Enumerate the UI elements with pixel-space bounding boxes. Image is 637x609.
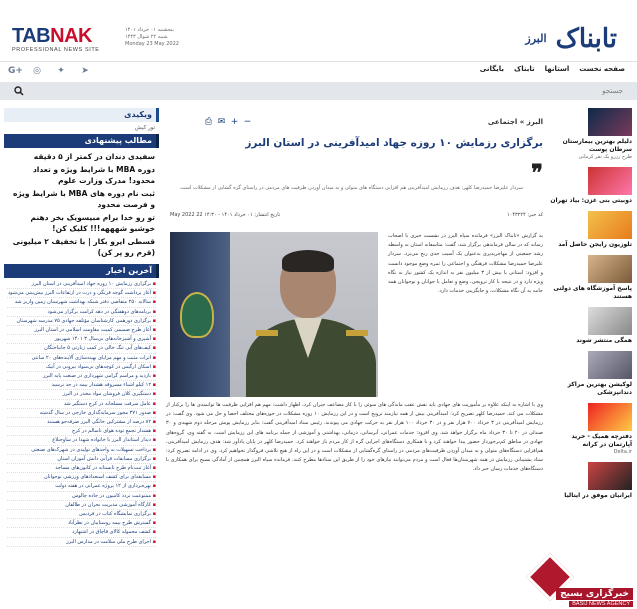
news-item[interactable]: ▪ پرداخت تسهیلات به واحدهای تولیدی در شهرک‌های صنعتی	[7, 446, 156, 455]
article-paragraph: به گزارش «تابناک البرز» فرمانده سپاه البرز در نشست خبری با اصحاب رسانه که در سالن فرماندهی برگزار شد، گفت: متاسفانه استان به واسطه رشد جمعیتی از مهاجرپذیری به‌عنوان یک آسیب جدی رنج می‌برد. سردار علیرضا حمیدرضا مشکلات فرهنگی و اجتماعی را ثمره وضع موجود دانست و افزود: استانی با بیش از ۳ میلیون نفر به اندازه یک کشور نیاز به نگاه ویژه دارد و در نتیجه با کار ترویجی، وضع و تعامل با جوانان و نوجوانان همه جانبه به آن نگاه مشکلات، و جایگزینی خدمات دارد.	[388, 233, 543, 295]
news-item[interactable]: ▪ مسابقه‌ای برای کشف استعدادهای ورزشی نوجوانان	[7, 473, 156, 482]
right-sidebar	[550, 108, 632, 609]
article-lead: سردار علیرضا حمیدرضا کلهر: هدف رزمایش امیدآفرینی هم افزایی دستگاه های متولی و به میدان آوردن ظرفیت های مردمی در راستای گره گشایی از مشکلات است.	[179, 185, 523, 191]
promo-item[interactable]	[550, 108, 632, 161]
news-item[interactable]: ▪ ۸۲ درصد از مشترکین خانگی البرز صرفه‌جو هستند	[7, 418, 156, 427]
promo-sub: Delta.ir	[613, 449, 632, 455]
news-item[interactable]: ▪ بازدید و مراسم گرامی شهرداری در صنعت پایه البرز	[7, 372, 156, 381]
header	[0, 0, 637, 62]
tabnak-logo[interactable]	[12, 26, 122, 52]
news-item[interactable]: ▪ ممنوعیت تردد کامیون در جاده چالوس	[7, 492, 156, 501]
search-input[interactable]	[24, 85, 625, 97]
promo-image	[588, 108, 632, 136]
ad-link[interactable]: قسطی ایرو بکار | با تخفیف ۲ میلیونی (قرم رو پر کن)	[12, 237, 155, 257]
publish-date: تاریخ انتشار: ۰۱ خرداد ۱۴۰۱ - ۱۴:۳۰ 22 May 2022	[170, 212, 281, 218]
promo-item[interactable]	[550, 351, 632, 397]
promo-image	[588, 403, 632, 431]
article-paragraph: وی با اشاره به اینکه علاوه بر مأموریت های جهادی باید نقش عقب ماندگی های سوئی را با کار مضاعف جبران کرد، اظهار داشت: مهم هم افزایی ظرفیت ها توانمندی ها را برکنار از مشکلات می کند. حمیدرضا کلهر تصریح کرد: امیدآفرینی بیش از همه نیازمند ترویج است و در این رزمایش ۱۰ روزه مشکلات در حوزه‌های مختلف احصا و حل می شود. وی گفت: در رزمایش امیدآفرینی در ۳ خرداد ۷۰۰ هزار نفر و در ۳۰ خرداد ۱۰۰ هزار نفر به حرکت جهادی می پیوندند. رئیس ستاد امیدآفرینی گفت: بنابر رزمایش پویش مرحله دوم شهیدی و ۳۰ صندلی در ۲۰ تا ۳۰ خرداد ماه برگزار خواهد شد. وی افزود: خدمات عمرانی، آبرسانی، درمانی، بهداشتی و آموزشی از جمله برنامه های این رزمایش است. به گفته وی، گروه‌های جهادی در مناطق کم‌برخوردار حضور پیدا خواهند کرد و با همکاری دستگاه‌های اجرایی گره از کار مردم باز خواهند کرد. حمیدرضا کلهر در پایان یادآور شد: هدف رزمایش امیدآفرینی، هم‌افزایی دستگاه‌های متولی و به میدان آوردن ظرفیت‌های مردمی در راستای گره‌گشایی از مشکلات است و در این راه از هیچ تلاشی فروگذار نخواهیم کرد. وی در ادامه تصریح کرد: ستاد پشتیبانی رزمایش در همه شهرستان‌ها فعال است و مردم می‌توانند نیازهای خود را از طریق این ستادها مطرح کنند. فرمانده سپاه البرز همچنین از آمادگی بسیج برای همکاری با دستگاه‌های خدمات رسان خبر داد.	[166, 402, 544, 473]
news-item[interactable]: ▪ آغاز برداشت گوجه فرنگی و ذرت در ارتفاعات البرز بیش‌بینی می‌شود	[7, 289, 156, 298]
date-box	[125, 27, 195, 48]
latest-news-header: آخرین اخبار	[4, 264, 159, 278]
promo-item[interactable]	[550, 167, 632, 205]
promo-image	[588, 167, 632, 195]
alborz-logo-small: البرز	[525, 32, 547, 45]
nav-item-provinces[interactable]: استانها	[544, 65, 570, 73]
news-item[interactable]: ▪ ۱۲ کیلو اشیاء مسروقه هشدار بیمه در حد نرسید	[7, 381, 156, 390]
promo-item[interactable]	[550, 403, 632, 456]
news-code: کد خبر: ۱۰۴۳۲۲۴	[506, 212, 543, 218]
promo-item[interactable]	[550, 255, 632, 301]
news-item[interactable]: ▪ بهره‌برداری از ۱۲ پروژه عمرانی در هفته دولت	[7, 482, 156, 491]
article-meta	[166, 212, 543, 222]
promo-sub: طرح رزرو یک نفر کرمانی	[578, 154, 632, 160]
nav-item-home[interactable]: صفحه نخست	[579, 65, 625, 73]
news-item[interactable]: ▪ آغاز ثبت‌نام طرح تابستانه در کانون‌های مساجد	[7, 464, 156, 473]
emblem-icon	[180, 292, 214, 338]
promo-image	[588, 255, 632, 283]
news-item[interactable]: ▪ کارگاه آموزشی مدیریت بحران در طالقان	[7, 501, 156, 510]
alborz-logo-text: تابناک	[555, 24, 617, 54]
news-item[interactable]: ▪ اجرای طرح ملی سلامت در مدارس البرز	[7, 538, 156, 547]
email-icon[interactable]: ✉	[217, 117, 226, 127]
news-item[interactable]: ▪ برگزاری نمایشگاه کتاب در فردیس	[7, 510, 156, 519]
news-item[interactable]: ▪ هشدار تجمع توده هوای ناسالم در کرج	[7, 427, 156, 436]
logo-part-a: TAB	[12, 25, 51, 47]
promo-item[interactable]	[550, 211, 632, 249]
basij-watermark	[517, 560, 637, 609]
ad-link[interactable]: دوره MBA با شرایط ویژه و تعداد محدود! مدرک وزارت علوم	[32, 165, 155, 185]
navbar	[0, 62, 637, 80]
news-item[interactable]: ▪ برگزاری مسابقات قرآنی دانش آموزان استان	[7, 455, 156, 464]
promo-title: تلوزیون رایجن حاصل آمد	[558, 241, 632, 248]
article-body-intro	[388, 232, 543, 297]
article-tools	[204, 118, 252, 127]
ad-link[interactable]: ثبت نام دوره های MBA با شرایط ویژه و فرصت محدود	[12, 189, 155, 209]
article	[166, 108, 543, 609]
search-icon[interactable]	[14, 86, 24, 96]
article-photo	[170, 232, 378, 397]
article-body	[166, 401, 543, 476]
font-decrease-icon[interactable]: −	[243, 117, 252, 127]
date-hijri: شنبه ۲۲ شوال ۱۴۴۳	[125, 34, 168, 40]
promo-title: لوکیشن بهترین مراکز دندانپزشکی	[567, 381, 632, 396]
promo-title: پاسخ آموزشگاه های دولتی هستند	[553, 285, 632, 300]
instagram-icon[interactable]: ◎	[33, 66, 41, 76]
nav-item-tabnak[interactable]: تابناک	[514, 65, 535, 73]
news-item[interactable]: ▪ برگزاری دورهمی کارشناسان مؤتلفه جهادی ۷۵ مدرسه شهرستان	[7, 317, 156, 326]
promo-title: ایرانیان موفق در ایتالیا	[564, 492, 632, 499]
ad-link[interactable]: سفیدی دندان در کمتر از ۵ دقیقه	[33, 152, 155, 161]
date-persian: پنجشنبه ۰۱ خرداد ۱۴۰۱	[125, 27, 174, 33]
logo-subtitle: PROFESSIONAL NEWS SITE	[12, 47, 100, 53]
news-item[interactable]: ▪ صدور ۳۷۱ مجوز سرمایه‌گذاری خارجی در سال گذشته	[7, 409, 156, 418]
ad-link[interactable]: تو رو خدا برام مبیسویک بخر دهنم خوشبو شهههه!!! کلیک کن!	[30, 213, 155, 233]
quote-icon: ❞	[531, 160, 543, 186]
basij-name: خبرگزاری بسیج	[556, 588, 633, 600]
promo-title: دوبیتی بنی غزن: بیاد تهران	[550, 197, 632, 204]
news-item[interactable]: ▪ گسترش طرح بیمه روستاییان در نظرآباد	[7, 519, 156, 528]
twitter-icon[interactable]: ✦	[57, 66, 65, 76]
news-item[interactable]: ▪ سالانه ۲۵۰ متقاضی دفتر شبکه بهداشت شهرستان زمین واریز شد	[7, 298, 156, 307]
logo-part-b: NAK	[50, 25, 92, 47]
ads-header: مطالب پیشنهادی	[4, 134, 159, 148]
promo-image	[588, 351, 632, 379]
latest-news-list	[4, 278, 159, 549]
vikidi-item[interactable]: تور کیش	[134, 125, 155, 131]
print-icon[interactable]: ⎙	[204, 117, 213, 127]
telegram-icon[interactable]: ➤	[81, 66, 89, 76]
promo-title: دفترچه همیک - خرید آپارتمان در کرانه	[571, 433, 632, 448]
news-item[interactable]: ▪ عامل سرقت مسلحانه در کرج دستگیر شد	[7, 400, 156, 409]
lead-box	[173, 158, 543, 210]
nav-item-archive[interactable]: بایگانی	[479, 65, 505, 73]
alborz-logo[interactable]	[525, 22, 617, 56]
promo-item[interactable]	[550, 462, 632, 500]
social-links	[8, 66, 90, 76]
news-item[interactable]: ▪ کشف محموله کالای قاچاق در اشتهارد	[7, 528, 156, 537]
news-item[interactable]: ▪ دیدار استاندار البرز با خانواده شهدا در ساوجبلاغ	[7, 436, 156, 445]
promo-image	[588, 211, 632, 239]
date-gregorian: Monday 23 May 2022	[125, 41, 179, 47]
promo-title: دلیلم بهترین بیمارستان سرطان پوست	[562, 138, 632, 153]
promo-image	[588, 462, 632, 490]
news-item[interactable]: ▪ اثرات مثبت و مهم مزایای بهینه‌سازی آلاینده‌های ۲۰ سانتی	[7, 354, 156, 363]
news-item[interactable]: ▪ اسکان ارگیس در کوچه‌های بی‌سواد بیرونی در آبیک	[7, 363, 156, 372]
news-item[interactable]: ▪ آغاز طرح صمیمی کمیت مقاومت اسلامی در استان البرز	[7, 326, 156, 335]
promo-image	[588, 307, 632, 335]
news-item[interactable]: ▪ برگزاری رزمایش ۱۰ روزه جهاد امیدآفرینی در استان البرز	[7, 280, 156, 289]
font-increase-icon[interactable]: +	[230, 117, 239, 127]
breadcrumb[interactable]: البرز » اجتماعی	[487, 118, 543, 126]
news-item[interactable]: ▪ برنامه‌های دوهفتگی در دهه کرامت برگزار می‌شود	[7, 308, 156, 317]
main-nav	[480, 65, 625, 73]
article-title: برگزاری رزمایش ۱۰ روزه جهاد امیدآفرینی در استان البرز	[245, 137, 543, 149]
news-item[interactable]: ▪ کیف‌های آبی تنگ خالی در کمپ زیارتی ۵ جانباختگان	[7, 344, 156, 353]
news-item[interactable]: ▪ دستگیری کلان فروشان مواد مخدر در البرز	[7, 390, 156, 399]
google-plus-icon[interactable]: G+	[8, 66, 23, 76]
promo-item[interactable]	[550, 307, 632, 345]
left-sidebar	[4, 108, 159, 609]
news-item[interactable]: ▪ آشپزی و آشپزخانه‌های بی‌سال ۳ ۱۴۰۱ شهریور	[7, 335, 156, 344]
promo-title: همگی منتشر شوند	[576, 337, 632, 344]
vikidi-header: ویکیدی	[4, 108, 159, 122]
basij-name-en: BASIJ NEWS AGENCY	[569, 601, 633, 607]
